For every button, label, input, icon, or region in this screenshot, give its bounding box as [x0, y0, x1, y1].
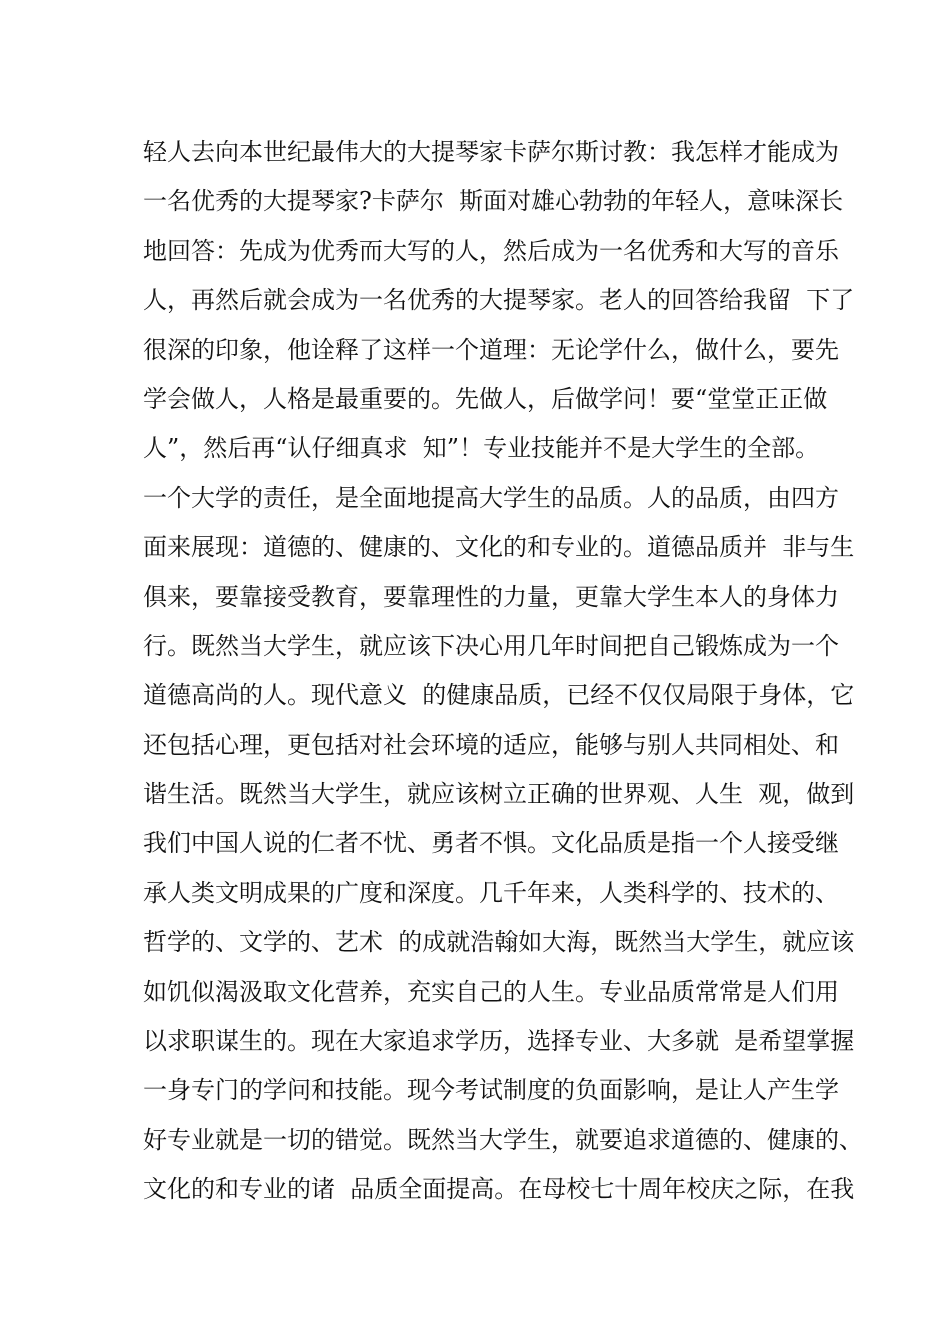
text-line: 还包括心理，更包括对社会环境的适应，能够与别人共同相处、和 — [143, 730, 839, 759]
text-line: 我们中国人说的仁者不忧、勇者不惧。文化品质是指一个人接受继 — [143, 829, 839, 858]
text-line: 很深的印象，他诠释了这样一个道理：无论学什么，做什么，要先 — [143, 335, 839, 364]
body-text — [143, 132, 863, 1219]
text-line: 承人类文明成果的广度和深度。几千年来，人类科学的、技术的、 — [143, 878, 839, 907]
text-line: 人”，然后再“认仔细真求 知”！专业技能并不是大学生的全部。 — [143, 434, 820, 463]
text-line: 如饥似渴汲取文化营养，充实自己的人生。专业品质常常是人们用 — [143, 977, 839, 1006]
text-line: 谐生活。既然当大学生，就应该树立正确的世界观、人生 观，做到 — [143, 780, 855, 809]
text-line: 学会做人，人格是最重要的。先做人，后做学问！要“堂堂正正做 — [143, 384, 828, 413]
text-line: 道德高尚的人。现代意义 的健康品质，已经不仅仅局限于身体，它 — [143, 681, 855, 710]
text-line: 轻人去向本世纪最伟大的大提琴家卡萨尔斯讨教：我怎样才能成为 — [143, 138, 839, 166]
text-line: 一名优秀的大提琴家?卡萨尔 斯面对雄心勃勃的年轻人，意味深长 — [143, 187, 844, 216]
text-line: 一个大学的责任，是全面地提高大学生的品质。人的品质，由四方 — [143, 483, 839, 512]
text-line: 面来展现：道德的、健康的、文化的和专业的。道德品质并 非与生 — [143, 533, 855, 562]
text-line: 一身专门的学问和技能。现今考试制度的负面影响，是让人产生学 — [143, 1076, 839, 1105]
text-line: 俱来，要靠接受教育，要靠理性的力量，更靠大学生本人的身体力 — [143, 582, 839, 611]
text-line: 地回答：先成为优秀而大写的人，然后成为一名优秀和大写的音乐 — [143, 236, 839, 265]
text-line: 以求职谋生的。现在大家追求学历，选择专业、大多就 是希望掌握 — [143, 1027, 855, 1056]
text-line: 行。既然当大学生，就应该下决心用几年时间把自己锻炼成为一个 — [143, 631, 839, 660]
text-line: 人，再然后就会成为一名优秀的大提琴家。老人的回答给我留 下了 — [143, 286, 855, 315]
text-line: 哲学的、文学的、艺术 的成就浩翰如大海，既然当大学生，就应该 — [143, 928, 855, 957]
text-line: 文化的和专业的诸 品质全面提高。在母校七十周年校庆之际，在我 — [143, 1175, 855, 1204]
text-line: 好专业就是一切的错觉。既然当大学生，就要追求道德的、健康的、 — [143, 1125, 863, 1154]
